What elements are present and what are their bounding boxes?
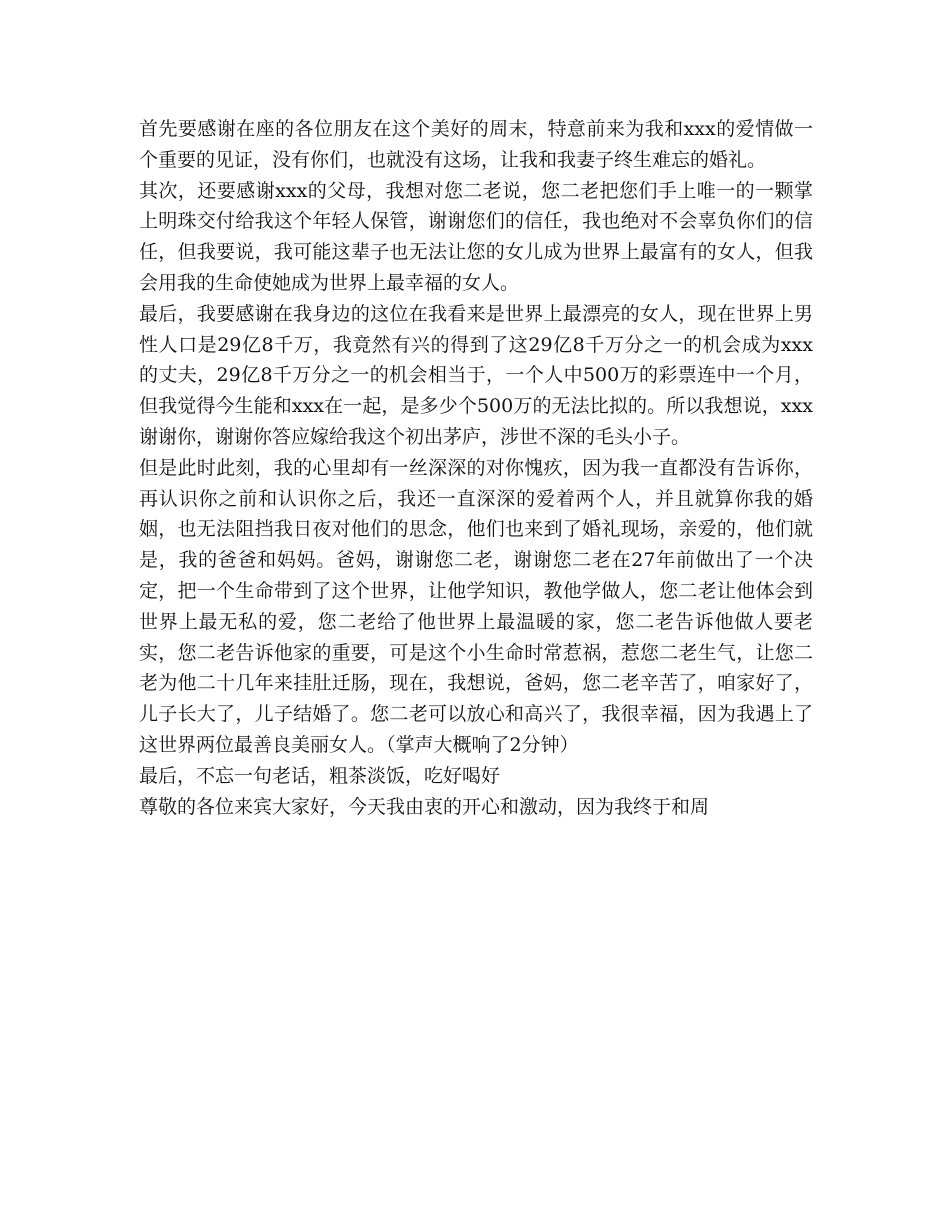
paragraph-thanks-own-parents: 但是此时此刻，我的心里却有一丝深深的对你愧疚，因为我一直都没有告诉你，再认识你之前和认识你之后，我还一直深深的爱着两个人，并且就算你我的婚姻，也无法阻挡我日夜对他们的思念，他们也来到了婚礼现场，亲爱的，他们就是，我的爸爸和妈妈。爸妈，谢谢您二老，谢谢您二老在27年前做出了一个决定，把一个生命带到了这个世界，让他学知识，教他学做人，您二老让他体会到世界上最无私的爱，您二老给了他世界上最温暖的家，您二老告诉他做人要老实，您二老告诉他家的重要，可是这个小生命时常惹祸，惹您二老生气，让您二老为他二十几年来挂肚迁肠，现在，我想说，爸妈，您二老辛苦了，咱家好了，儿子长大了，儿子结婚了。您二老可以放心和高兴了，我很幸福，因为我遇上了这世界两位最善良美丽女人。（掌声大概响了2分钟） [139, 456, 813, 756]
paragraph-thanks-parents-in-law: 其次，还要感谢xxx的父母，我想对您二老说，您二老把您们手上唯一的一颗掌上明珠交付给我这个年轻人保管，谢谢您们的信任，我也绝对不会辜负你们的信任，但我要说，我可能这辈子也无法让您的女儿成为世界上最富有的女人，但我会用我的生命使她成为世界上最幸福的女人。 [139, 179, 813, 294]
paragraph-closing-saying: 最后，不忘一句老话，粗茶淡饭，吃好喝好 [139, 764, 501, 787]
paragraph-second-speech-start: 尊敬的各位来宾大家好，今天我由衷的开心和激动，因为我终于和周 [139, 795, 710, 818]
paragraph-thanks-friends: 首先要感谢在座的各位朋友在这个美好的周末，特意前来为我和xxx的爱情做一个重要的见证，没有你们，也就没有这场，让我和我妻子终生难忘的婚礼。 [139, 118, 813, 171]
document-body [139, 114, 813, 822]
paragraph-thanks-bride: 最后，我要感谢在我身边的这位在我看来是世界上最漂亮的女人，现在世界上男性人口是29亿8千万，我竟然有兴的得到了这29亿8千万分之一的机会成为xxx的丈夫，29亿8千万分之一的机会相当于，一个人中500万的彩票连中一个月，但我觉得今生能和xxx在一起，是多少个500万的无法比拟的。所以我想说，xxx谢谢你，谢谢你答应嫁给我这个初出茅庐，涉世不深的毛头小子。 [139, 302, 813, 448]
